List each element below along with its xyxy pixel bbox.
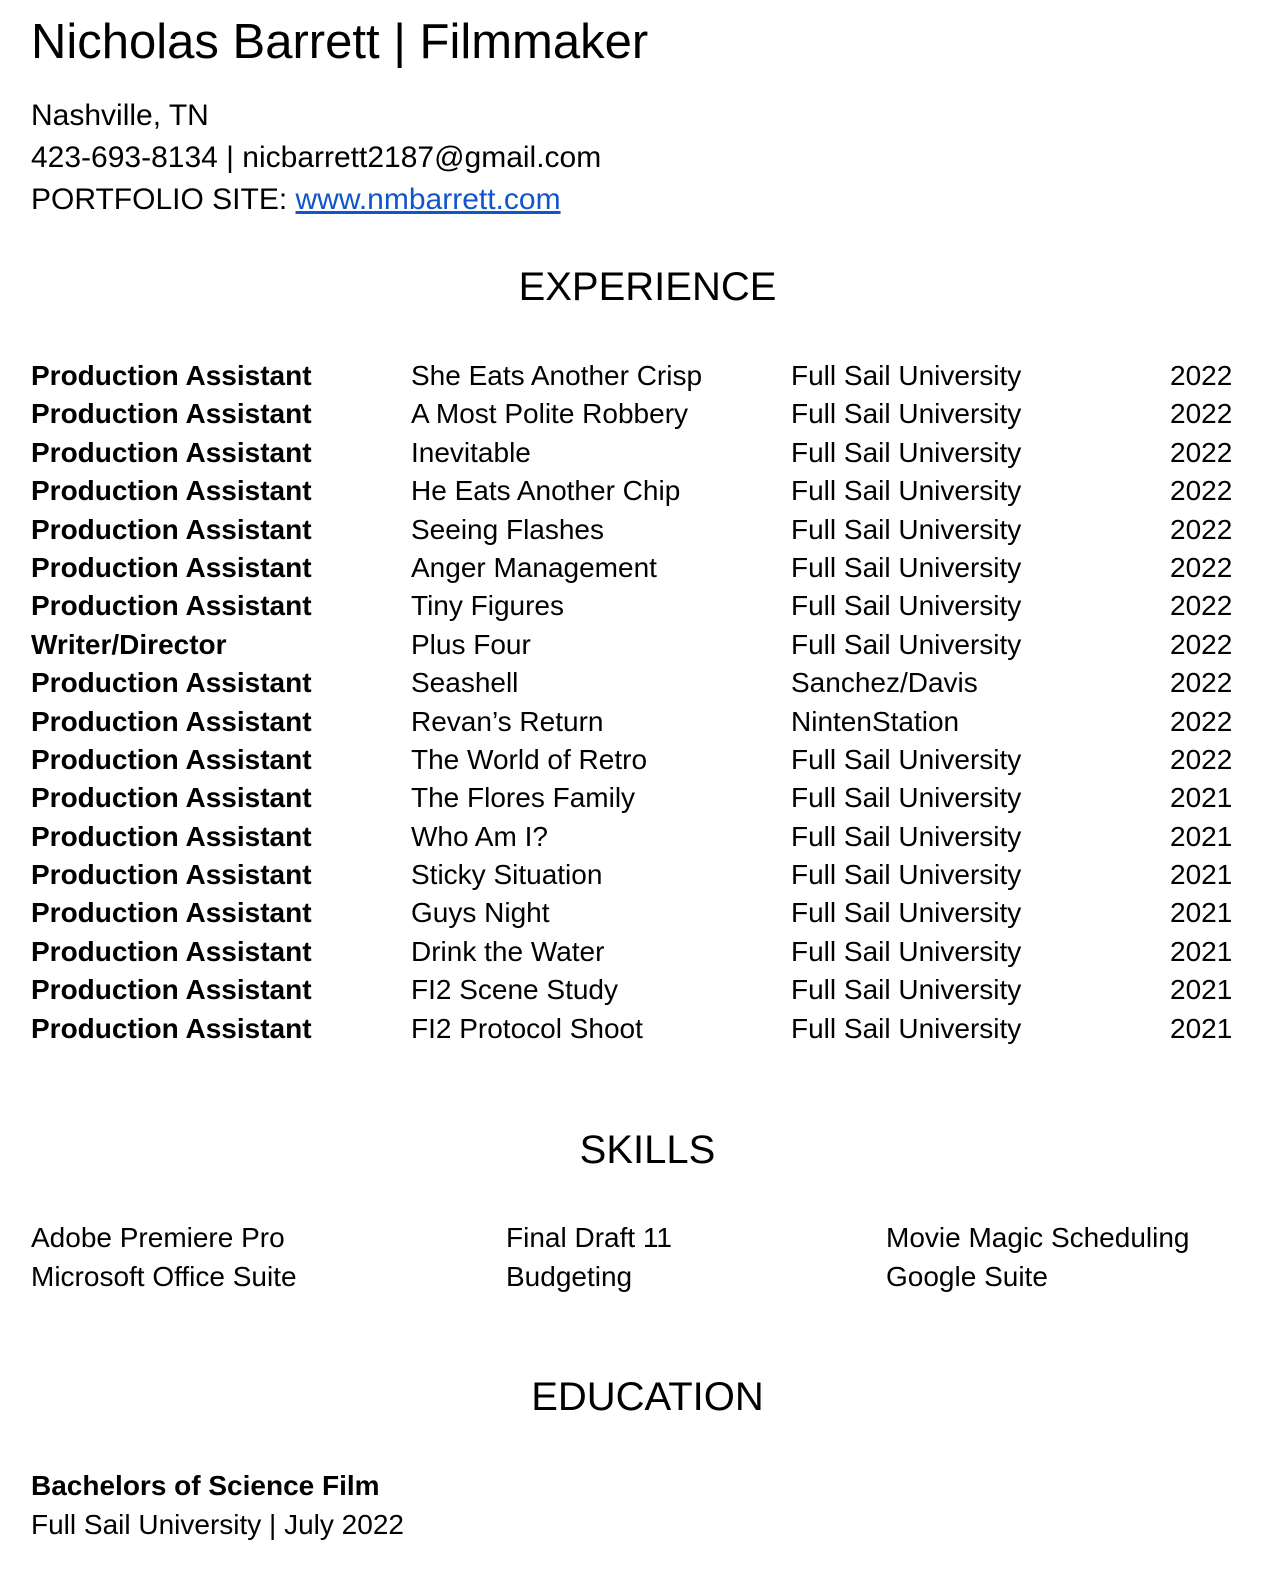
experience-project-title: Plus Four (411, 628, 531, 660)
experience-project-title: She Eats Another Crisp (411, 360, 703, 391)
experience-company: Full Sail University (791, 935, 1022, 967)
experience-row (31, 626, 1251, 664)
skill-item: Adobe Premiere Pro (31, 1222, 285, 1253)
education-heading: EDUCATION (531, 1375, 764, 1419)
experience-project-title: FI2 Scene Study (411, 974, 619, 1006)
experience-role: Writer/Director (31, 628, 227, 660)
experience-row (31, 933, 1251, 971)
page-title: Nicholas Barrett | Filmmaker (31, 15, 649, 69)
experience-row (31, 779, 1251, 817)
experience-role: Production Assistant (31, 590, 312, 622)
experience-project-title: Seashell (411, 667, 519, 699)
experience-role: Production Assistant (31, 897, 312, 929)
education-school-date: Full Sail University | July 2022 (31, 1509, 404, 1540)
location-text: Nashville, TN (31, 99, 209, 132)
experience-company: Sanchez/Davis (791, 667, 978, 699)
experience-year: 2022 (1170, 475, 1233, 507)
portfolio-line (31, 182, 561, 218)
portfolio-link[interactable]: www.nmbarrett.com (295, 183, 561, 216)
experience-company: Full Sail University (791, 782, 1022, 814)
experience-project-title: Revan’s Return (411, 705, 604, 737)
experience-year: 2022 (1170, 436, 1233, 468)
experience-row (31, 395, 1251, 433)
experience-company: NintenStation (791, 705, 960, 737)
experience-role: Production Assistant (31, 551, 312, 583)
experience-company: Full Sail University (791, 743, 1022, 775)
skill-item: Movie Magic Scheduling (886, 1222, 1190, 1253)
experience-role: Production Assistant (31, 667, 312, 699)
experience-heading: EXPERIENCE (518, 265, 777, 309)
experience-row (31, 664, 1251, 702)
experience-year: 2022 (1170, 705, 1233, 737)
experience-company: Full Sail University (791, 360, 1022, 391)
phone-email-text: 423-693-8134 | nicbarrett2187@gmail.com (31, 141, 602, 174)
experience-project-title: Seeing Flashes (411, 513, 605, 545)
experience-year: 2022 (1170, 398, 1233, 430)
experience-role: Production Assistant (31, 974, 312, 1006)
experience-company: Full Sail University (791, 897, 1022, 929)
experience-company: Full Sail University (791, 436, 1022, 468)
experience-company: Full Sail University (791, 974, 1022, 1006)
experience-role: Production Assistant (31, 513, 312, 545)
experience-row (31, 549, 1251, 587)
experience-row (31, 357, 1251, 395)
experience-project-title: A Most Polite Robbery (411, 398, 689, 430)
experience-role: Production Assistant (31, 820, 312, 852)
experience-company: Full Sail University (791, 475, 1022, 507)
experience-row (31, 434, 1251, 472)
experience-project-title: Drink the Water (411, 935, 605, 967)
experience-year: 2021 (1170, 1012, 1233, 1044)
skills-list (31, 1219, 1251, 1297)
experience-year: 2022 (1170, 513, 1233, 545)
experience-year: 2021 (1170, 935, 1233, 967)
experience-company: Full Sail University (791, 859, 1022, 891)
experience-role: Production Assistant (31, 475, 312, 507)
experience-role: Production Assistant (31, 1012, 312, 1044)
experience-company: Full Sail University (791, 1012, 1022, 1044)
portfolio-label: PORTFOLIO SITE: (31, 183, 296, 216)
skill-item: Microsoft Office Suite (31, 1261, 297, 1292)
experience-row (31, 472, 1251, 510)
experience-row (31, 818, 1251, 856)
experience-year: 2022 (1170, 743, 1233, 775)
experience-role: Production Assistant (31, 360, 312, 391)
experience-project-title: Anger Management (411, 551, 657, 583)
experience-project-title: Sticky Situation (411, 859, 603, 891)
skills-row (31, 1219, 1251, 1258)
experience-year: 2021 (1170, 974, 1233, 1006)
experience-project-title: Guys Night (411, 897, 550, 929)
experience-role: Production Assistant (31, 859, 312, 891)
experience-year: 2021 (1170, 820, 1233, 852)
experience-row (31, 587, 1251, 625)
experience-company: Full Sail University (791, 628, 1022, 660)
skill-item: Budgeting (506, 1261, 633, 1292)
experience-project-title: He Eats Another Chip (411, 475, 681, 507)
experience-role: Production Assistant (31, 743, 312, 775)
experience-row (31, 1010, 1251, 1048)
experience-project-title: FI2 Protocol Shoot (411, 1012, 643, 1044)
experience-role: Production Assistant (31, 398, 312, 430)
experience-year: 2021 (1170, 897, 1233, 929)
experience-row (31, 894, 1251, 932)
experience-year: 2021 (1170, 782, 1233, 814)
experience-project-title: Inevitable (411, 436, 531, 468)
experience-project-title: The Flores Family (411, 782, 636, 814)
education-degree: Bachelors of Science Film (31, 1470, 380, 1501)
skills-heading: SKILLS (579, 1128, 716, 1172)
experience-row (31, 703, 1251, 741)
experience-company: Full Sail University (791, 513, 1022, 545)
experience-role: Production Assistant (31, 782, 312, 814)
experience-year: 2022 (1170, 551, 1233, 583)
experience-row (31, 741, 1251, 779)
experience-project-title: The World of Retro (411, 743, 648, 775)
experience-year: 2022 (1170, 590, 1233, 622)
experience-year: 2022 (1170, 667, 1233, 699)
skill-item: Google Suite (886, 1261, 1048, 1292)
experience-table (31, 357, 1251, 1048)
experience-row (31, 856, 1251, 894)
experience-role: Production Assistant (31, 935, 312, 967)
experience-role: Production Assistant (31, 705, 312, 737)
experience-company: Full Sail University (791, 398, 1022, 430)
experience-project-title: Tiny Figures (411, 590, 565, 622)
experience-year: 2022 (1170, 360, 1233, 391)
experience-company: Full Sail University (791, 551, 1022, 583)
experience-year: 2021 (1170, 859, 1233, 891)
experience-role: Production Assistant (31, 436, 312, 468)
experience-year: 2022 (1170, 628, 1233, 660)
skill-item: Final Draft 11 (506, 1222, 672, 1253)
skills-row (31, 1258, 1251, 1297)
experience-row (31, 511, 1251, 549)
experience-company: Full Sail University (791, 820, 1022, 852)
experience-company: Full Sail University (791, 590, 1022, 622)
experience-project-title: Who Am I? (411, 820, 548, 852)
experience-row (31, 971, 1251, 1009)
